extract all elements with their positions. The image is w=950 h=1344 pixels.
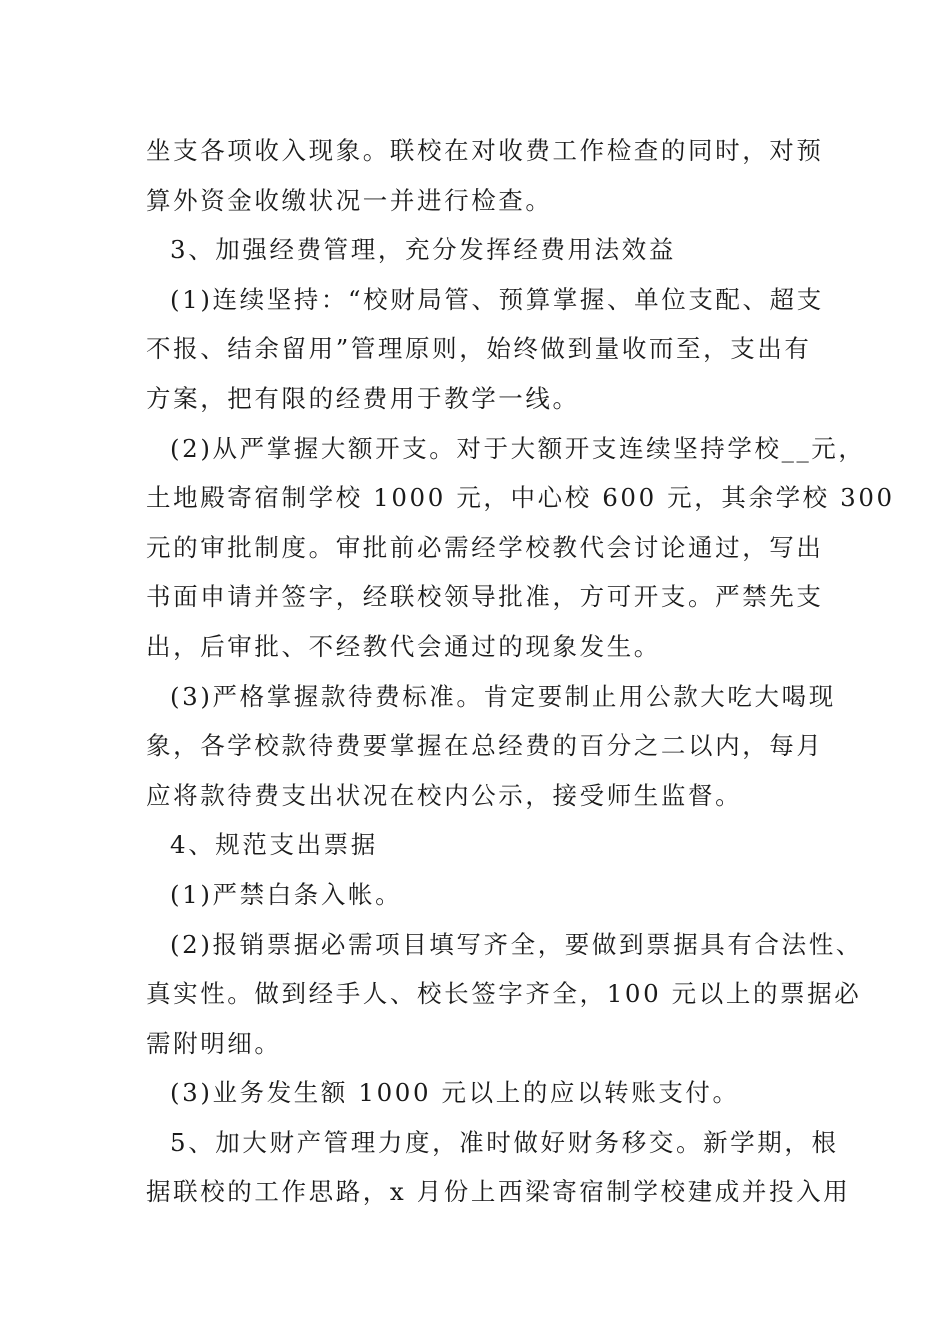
text-line: 据联校的工作思路，x 月份上西梁寄宿制学校建成并投入用 [146,1177,851,1207]
text-line: 不报、结余留用”管理原则，始终做到量收而至，支出有 [146,334,812,364]
text-line: 算外资金收缴状况一并进行检查。 [146,185,553,215]
text-line: 真实性。做到经手人、校长签字齐全，100 元以上的票据必 [146,979,862,1009]
text-line: (1)严禁白条入帐。 [170,879,403,909]
text-line: (3)严格掌握款待费标准。肯定要制止用公款大吃大喝现 [170,681,836,711]
text-line: 坐支各项收入现象。联校在对收费工作检查的同时，对预 [146,136,824,165]
text-line: 方案，把有限的经费用于教学一线。 [146,383,580,413]
text-line: 象，各学校款待费要掌握在总经费的百分之二以内，每月 [146,731,824,761]
text-line: (3)业务发生额 1000 元以上的应以转账支付。 [170,1078,740,1108]
text-line: 出，后审批、不经教代会通过的现象发生。 [146,631,661,661]
document-body [146,126,895,1217]
text-line: (1)连续坚持：“校财局管、预算掌握、单位支配、超支 [170,284,824,314]
text-line: 元的审批制度。审批前必需经学校教代会讨论通过，写出 [146,532,824,562]
text-line: 需附明细。 [146,1028,282,1058]
text-line: (2)从严掌握大额开支。对于大额开支连续坚持学校__元， [170,433,866,463]
section-heading: 5、加大财产管理力度，准时做好财务移交。新学期，根 [170,1127,839,1157]
text-line: (2)报销票据必需项目填写齐全，要做到票据具有合法性、 [170,929,863,959]
text-line: 书面申请并签字，经联校领导批准，方可开支。严禁先支 [146,582,824,612]
text-line: 应将款待费支出状况在校内公示，接受师生监督。 [146,780,743,810]
section-heading: 4、规范支出票据 [170,830,378,860]
text-line: 土地殿寄宿制学校 1000 元，中心校 600 元，其余学校 300 [146,483,895,513]
section-heading: 3、加强经费管理，充分发挥经费用法效益 [170,235,676,265]
